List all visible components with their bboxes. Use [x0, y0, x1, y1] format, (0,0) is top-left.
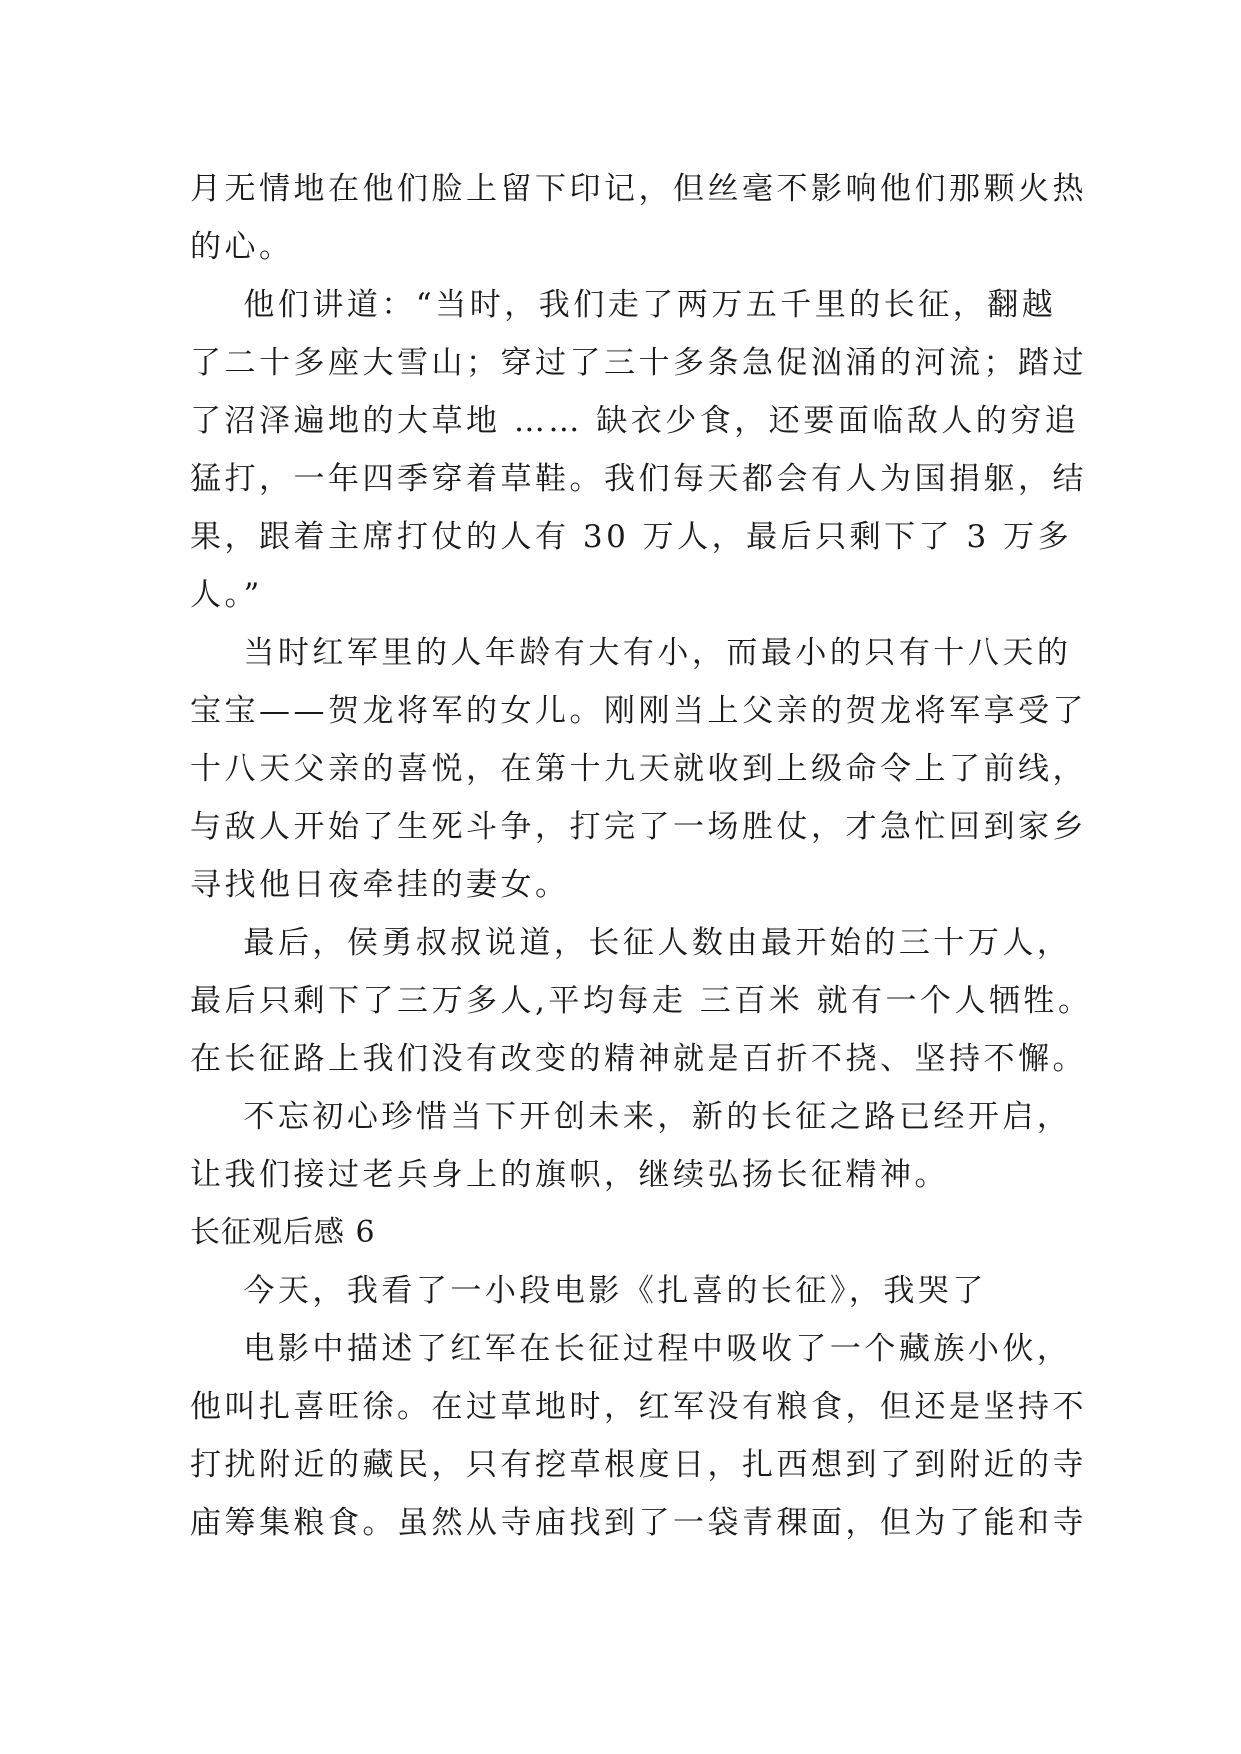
text-line: 最后，侯勇叔叔说道，长征人数由最开始的三十万人，	[190, 925, 1072, 961]
text-line: 在长征路上我们没有改变的精神就是百折不挠、坚持不懈。	[190, 1041, 1087, 1077]
text-line: 十八天父亲的喜悦，在第十九天就收到上级命令上了前线，	[190, 751, 1087, 787]
text-line: 猛打，一年四季穿着草鞋。我们每天都会有人为国捐躯，结	[190, 461, 1087, 497]
text-line: 与敌人开始了生死斗争，打完了一场胜仗，才急忙回到家乡	[190, 809, 1087, 845]
text-line: 让我们接过老兵身上的旗帜，继续弘扬长征精神。	[190, 1157, 949, 1193]
text-line: 的心。	[190, 229, 294, 265]
text-line: 了二十多座大雪山；穿过了三十多条急促汹涌的河流；踏过	[190, 345, 1087, 381]
text-line: 电影中描述了红军在长征过程中吸收了一个藏族小伙，	[190, 1331, 1072, 1367]
text-line: 庙筹集粮食。虽然从寺庙找到了一袋青稞面，但为了能和寺	[190, 1505, 1087, 1541]
section-heading: 长征观后感 6	[190, 1215, 376, 1250]
text-line: 他叫扎喜旺徐。在过草地时，红军没有粮食，但还是坚持不	[190, 1389, 1087, 1425]
text-line: 当时红军里的人年龄有大有小，而最小的只有十八天的	[190, 635, 1072, 671]
text-line: 最后只剩下了三万多人,平均每走 三百米 就有一个人牺牲。	[190, 983, 1093, 1019]
text-line: 了沼泽遍地的大草地 …… 缺衣少食，还要面临敌人的穷追	[190, 403, 1080, 439]
text-line: 打扰附近的藏民，只有挖草根度日，扎西想到了到附近的寺	[190, 1447, 1087, 1483]
document-body	[190, 160, 1093, 1552]
text-line: 人。”	[190, 577, 263, 613]
text-line: 他们讲道：“当时，我们走了两万五千里的长征，翻越	[190, 287, 1057, 323]
text-line: 寻找他日夜牵挂的妻女。	[190, 867, 570, 903]
text-line: 今天，我看了一小段电影《扎喜的长征》，我哭了	[190, 1273, 987, 1309]
text-line: 月无情地在他们脸上留下印记，但丝毫不影响他们那颗火热	[190, 171, 1087, 207]
text-line: 果，跟着主席打仗的人有 30 万人，最后只剩下了 3 万多	[190, 519, 1073, 555]
text-line: 不忘初心珍惜当下开创未来，新的长征之路已经开启，	[190, 1099, 1072, 1135]
text-line: 宝宝——贺龙将军的女儿。刚刚当上父亲的贺龙将军享受了	[190, 693, 1087, 729]
